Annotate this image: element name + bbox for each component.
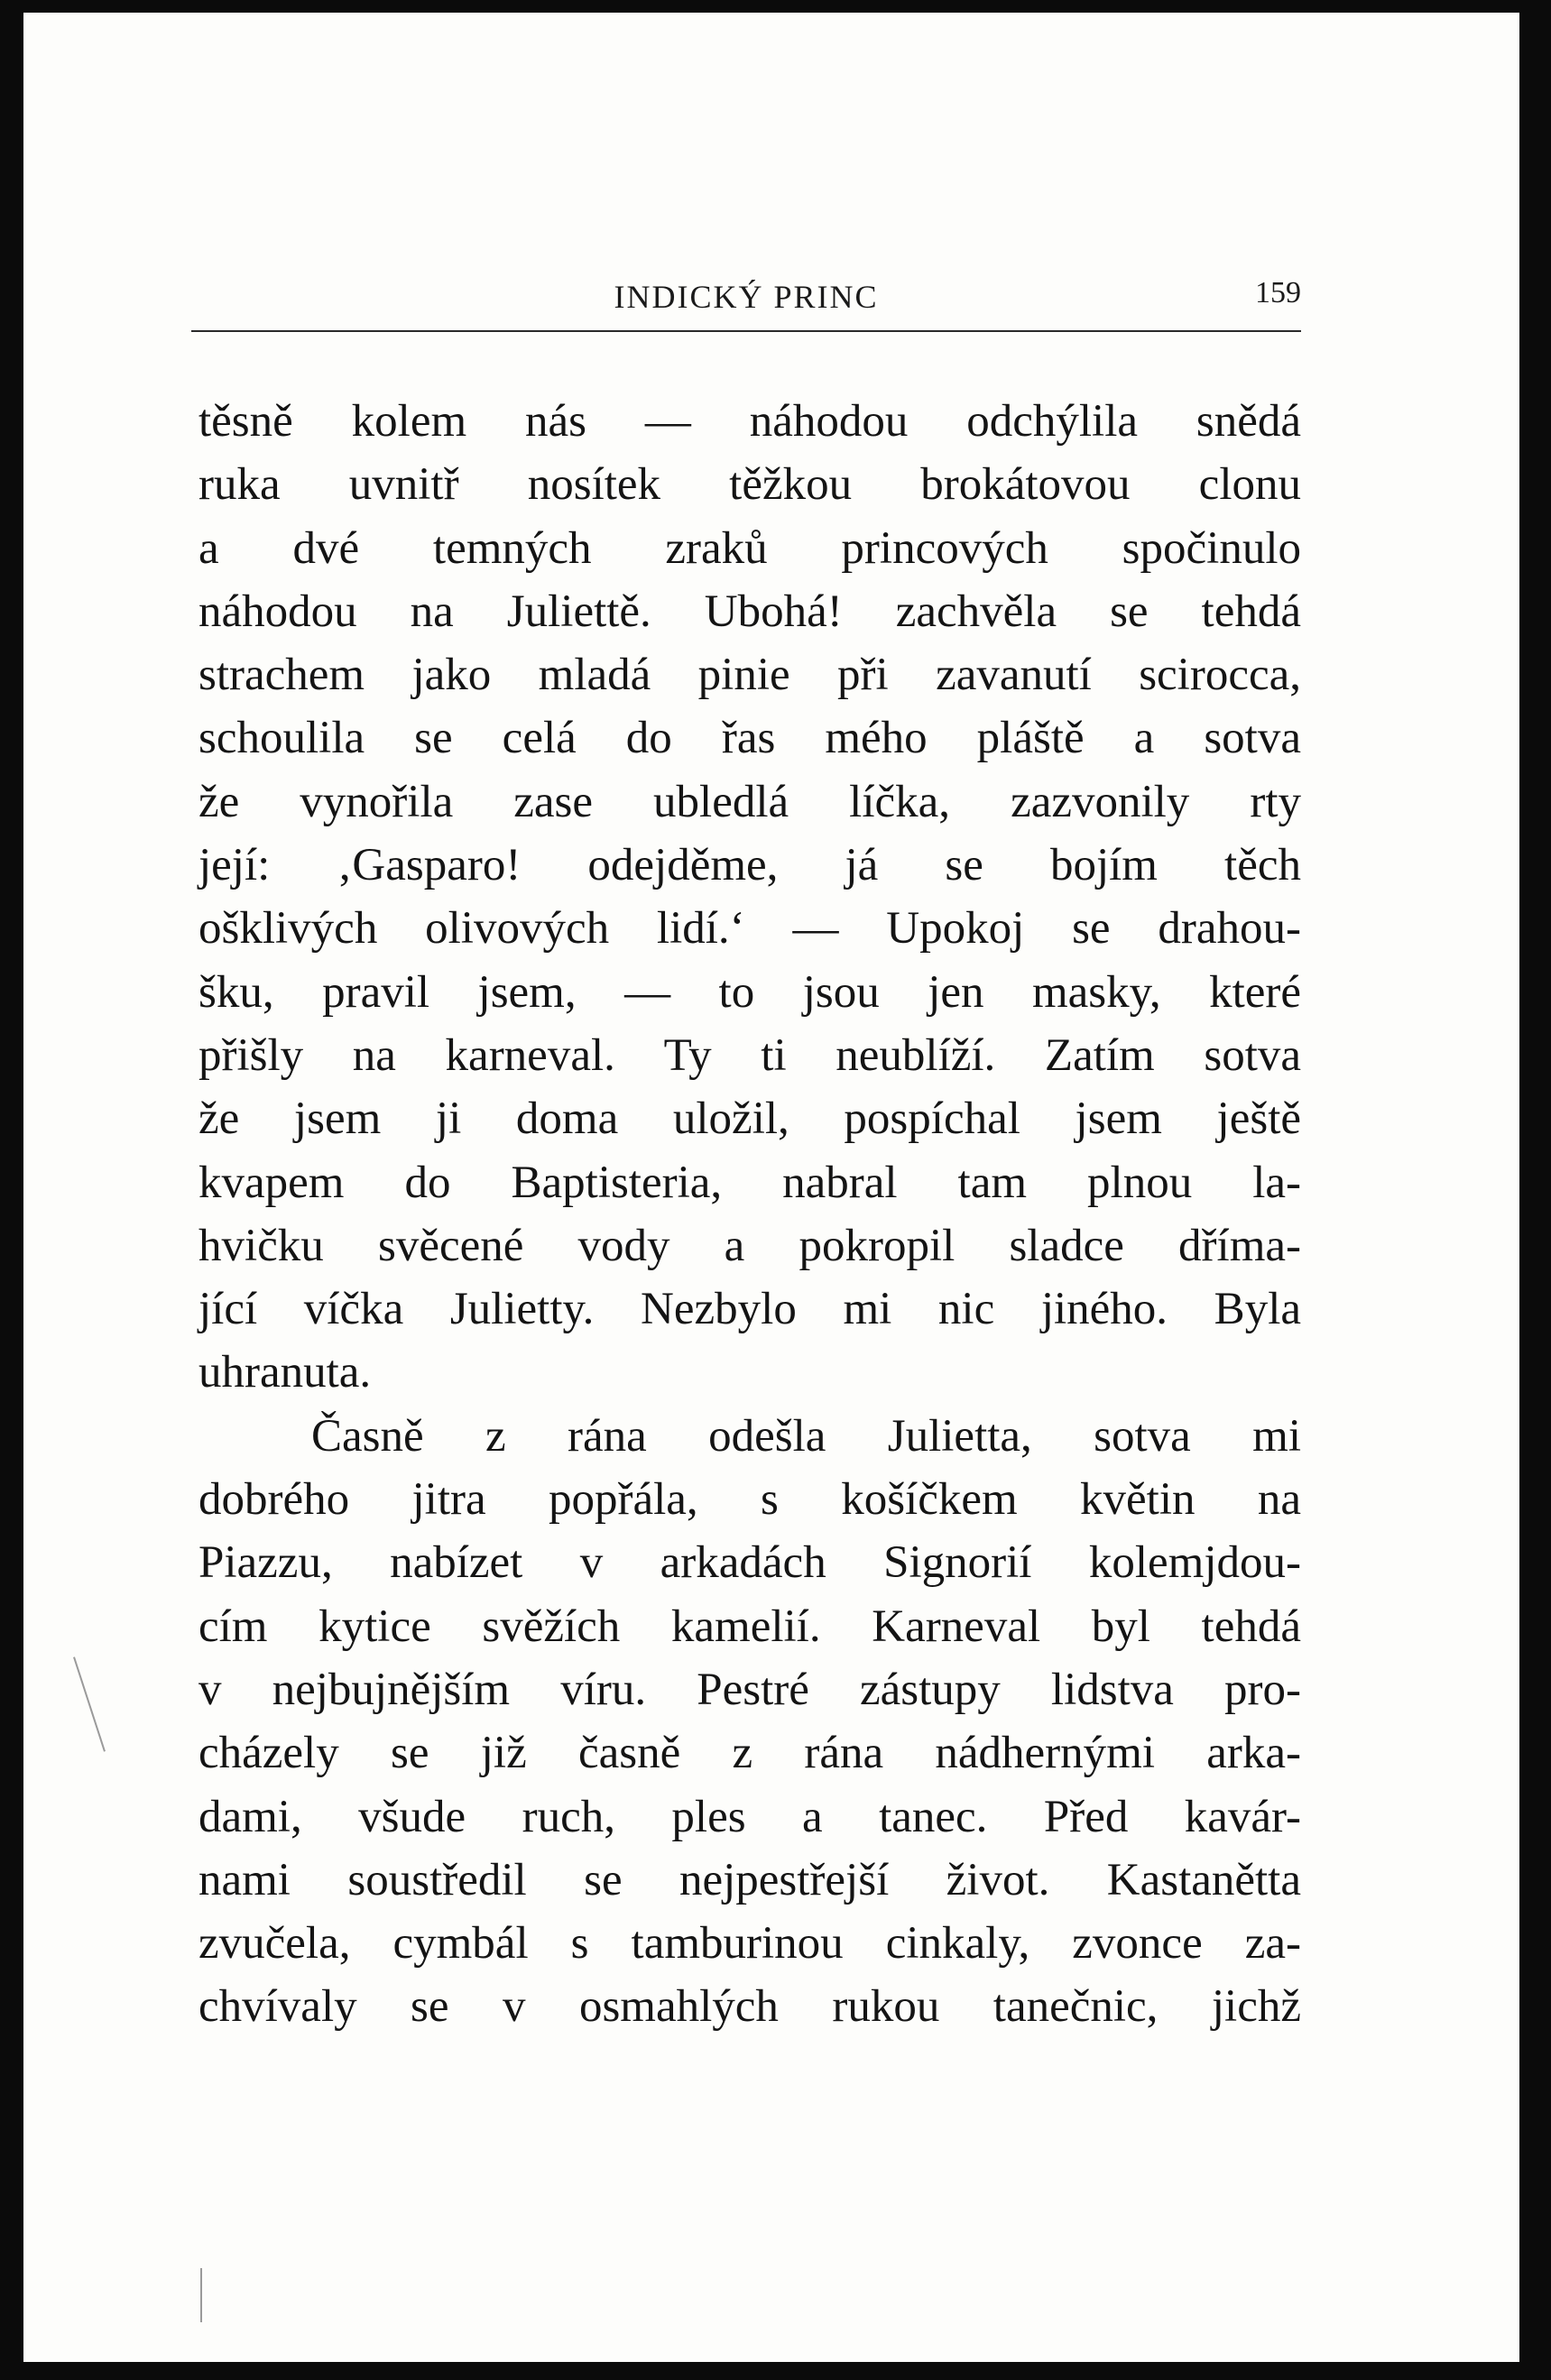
text-line: přišly na karneval. Ty ti neublíží. Zatím sotva [198, 1029, 1301, 1081]
text-line: v nejbujnějším víru. Pestré zástupy lidstva pro- [198, 1664, 1301, 1715]
text-line: jící víčka Julietty. Nezbylo mi nic jiného. Byla [198, 1284, 1301, 1335]
paragraph-end-line: uhranuta. [198, 1347, 372, 1398]
text-line: zvučela, cymbál s tamburinou cinkaly, zvonce za- [198, 1918, 1301, 1969]
text-line: nami soustředil se nejpestřejší život. Kastanětta [198, 1854, 1301, 1905]
text-line: hvičku svěcené vody a pokropil sladce dříma- [198, 1220, 1301, 1271]
paragraph-start-line: Časně z rána odešla Julietta, sotva mi [311, 1410, 1301, 1462]
text-line: chvívaly se v osmahlých rukou tanečnic, jichž [198, 1981, 1301, 2033]
text-line: strachem jako mladá pinie při zavanutí scirocca, [198, 650, 1301, 701]
body-text [198, 390, 1301, 2039]
page-header [191, 267, 1301, 321]
text-line: šku, pravil jsem, — to jsou jen masky, které [198, 966, 1301, 1018]
text-line: že jsem ji doma uložil, pospíchal jsem ještě [198, 1093, 1301, 1145]
header-rule [191, 330, 1301, 332]
book-page [23, 13, 1519, 2362]
scan-mark [200, 2268, 202, 2322]
text-line: dobrého jitra popřála, s košíčkem květin na [198, 1474, 1301, 1526]
text-line: že vynořila zase ubledlá líčka, zazvonily rty [198, 776, 1301, 827]
text-line: těsně kolem nás — náhodou odchýlila snědá [198, 396, 1301, 447]
scan-mark [73, 1656, 106, 1751]
text-line: ruka uvnitř nosítek těžkou brokátovou clonu [198, 459, 1301, 511]
text-line: kvapem do Baptisteria, nabral tam plnou la- [198, 1157, 1301, 1208]
page-number: 159 [1255, 276, 1301, 309]
text-line: náhodou na Juliettě. Ubohá! zachvěla se tehdá [198, 586, 1301, 637]
text-line: dami, všude ruch, ples a tanec. Před kavár- [198, 1791, 1301, 1842]
text-line: schoulila se celá do řas mého pláště a sotva [198, 713, 1301, 764]
text-line: Piazzu, nabízet v arkadách Signorií kolemjdou- [198, 1537, 1301, 1589]
text-line: cházely se již časně z rána nádhernými arka- [198, 1728, 1301, 1779]
text-line: cím kytice svěžích kamelií. Karneval byl tehdá [198, 1601, 1301, 1652]
running-title: INDICKÝ PRINC [614, 279, 879, 315]
text-line: a dvé temných zraků princových spočinulo [198, 522, 1301, 574]
text-line: ošklivých olivových lidí.‘ — Upokoj se drahou- [198, 903, 1301, 955]
text-line: její: ‚Gasparo! odejděme, já se bojím těch [198, 840, 1301, 891]
